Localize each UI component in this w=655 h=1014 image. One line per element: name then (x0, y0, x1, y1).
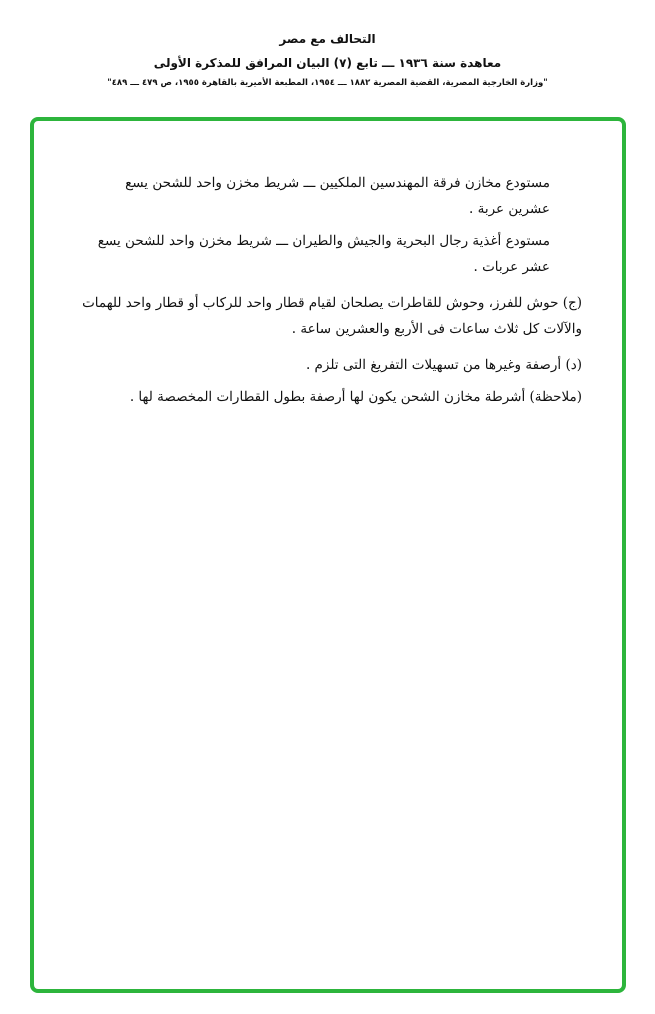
document-subtitle: معاهدة سنة ١٩٣٦ ـــ تابع (٧) البيان المرافق للمذكرة الأولى (153, 56, 502, 70)
source-citation: "وزارة الخارجية المصرية، القضية المصرية ١٨٨٢ ـــ ١٩٥٤، المطبعة الأميرية بالقاهرة ١٩٥٥، ص ٤٧٩ ـــ ٤٨٩" (107, 78, 548, 88)
paragraph-note: (ملاحظة) أشرطة مخازن الشحن يكون لها أرصفة بطول القطارات المخصصة لها . (129, 389, 582, 405)
page-header (0, 30, 655, 90)
paragraph-item-d: (د) أرصفة وغيرها من تسهيلات التفريغ التى تلزم . (305, 357, 582, 373)
paragraph-food-depot: مستودع أغذية رجال البحرية والجيش والطيران ـــ شريط مخزن واحد للشحن يسع عشر عربات . (97, 233, 550, 275)
document-title: التحالف مع مصر (279, 32, 376, 46)
paragraph-item-c: (ج) حوش للفرز، وحوش للقاطرات يصلحان لقيام قطار واحد للركاب أو قطار واحد للهمات والآلات كل ثلاث ساعات فى الأربع والعشرين ساعة . (82, 295, 582, 337)
document-body (82, 170, 582, 410)
paragraph-engineers-depot: مستودع مخازن فرقة المهندسين الملكيين ـــ شريط مخزن واحد للشحن يسع عشرين عربة . (125, 175, 550, 217)
